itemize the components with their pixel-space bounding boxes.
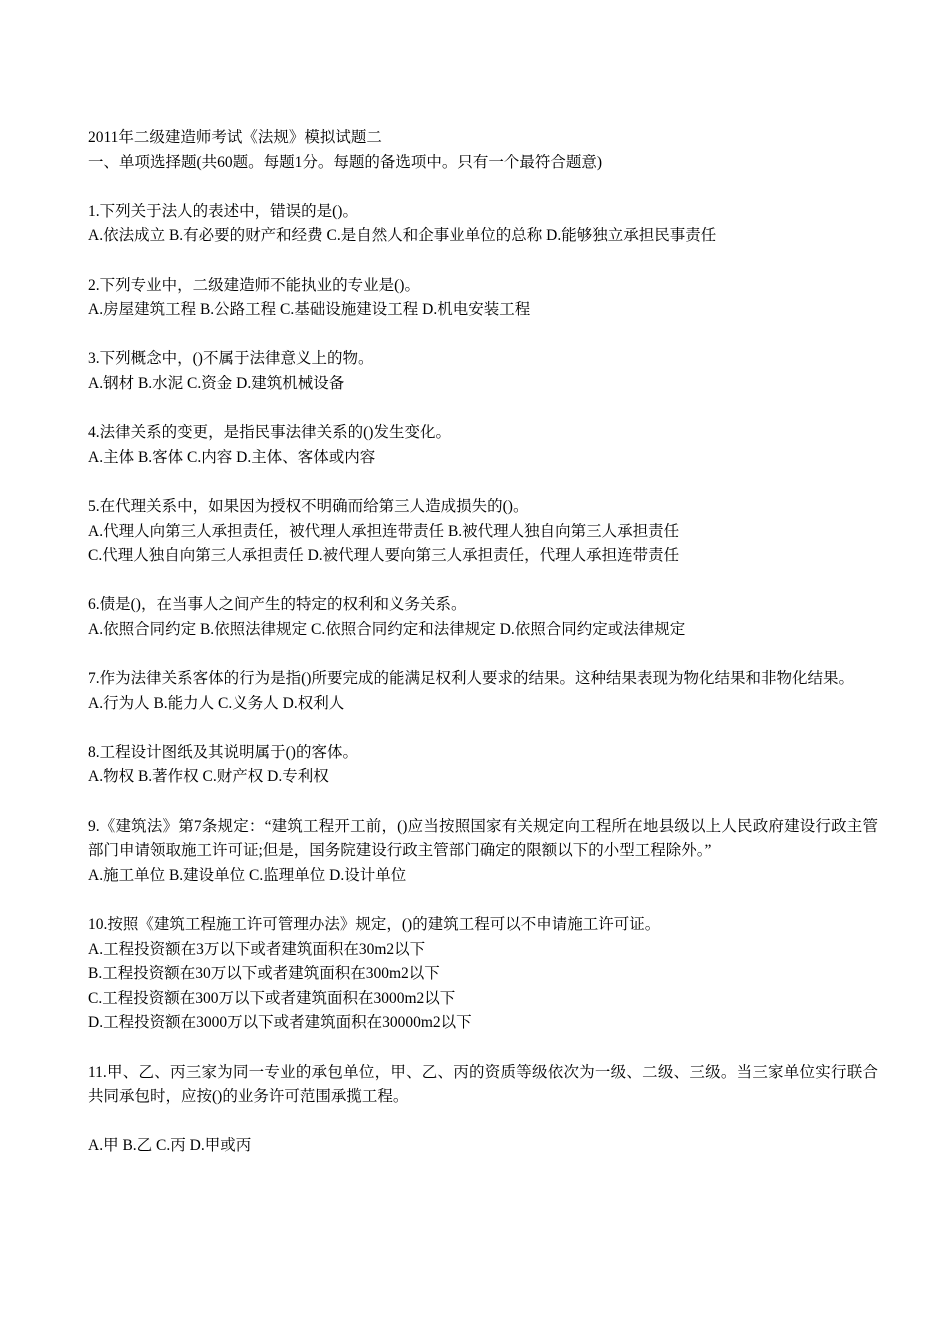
question-stem: 4.法律关系的变更，是指民事法律关系的()发生变化。 [88,424,451,442]
question-2 [88,274,878,323]
question-stem: 5.在代理关系中，如果因为授权不明确而给第三人造成损失的()。 [88,497,529,515]
spacer [88,175,878,200]
spacer [88,888,878,913]
question-stem: 10.按照《建筑工程施工许可管理办法》规定，()的建筑工程可以不申请施工许可证。 [88,916,661,933]
question-9 [88,815,878,889]
question-options: D.工程投资额在3000万以下或者建筑面积在30000m2以下 [88,1014,472,1032]
question-options: A.代理人向第三人承担责任，被代理人承担连带责任 B.被代理人独自向第三人承担责任 [88,522,680,540]
document-title: 2011年二级建造师考试《法规》模拟试题二 [88,129,382,146]
question-3 [88,347,878,396]
spacer [88,790,878,815]
spacer [88,470,878,495]
question-stem: 3.下列概念中，()不属于法律意义上的物。 [88,350,374,368]
question-options: A.甲 B.乙 C.丙 D.甲或丙 [88,1137,252,1155]
spacer [88,569,878,594]
section-heading: 一、单项选择题(共60题。每题1分。每题的备选项中。只有一个最符合题意) [88,153,603,171]
question-options: A.施工单位 B.建设单位 C.监理单位 D.设计单位 [88,866,407,884]
spacer [88,1036,878,1061]
question-options: A.主体 B.客体 C.内容 D.主体、客体或内容 [88,448,376,466]
question-8 [88,741,878,790]
question-options: A.工程投资额在3万以下或者建筑面积在30m2以下 [88,940,426,958]
document-page [88,126,878,1159]
question-options: A.房屋建筑工程 B.公路工程 C.基础设施建设工程 D.机电安装工程 [88,301,531,319]
spacer [88,249,878,274]
question-stem: 9.《建筑法》第7条规定：“建筑工程开工前，()应当按照国家有关规定向工程所在地县级以上人民政府建设行政主管部门申请领取施工许可证;但是，国务院建设行政主管部门确定的限额以下的小型工程除外。” [88,817,878,860]
spacer [88,397,878,422]
question-1 [88,200,878,249]
question-options: A.依照合同约定 B.依照法律规定 C.依照合同约定和法律规定 D.依照合同约定或法律规定 [88,620,686,638]
spacer [88,716,878,741]
question-4 [88,421,878,470]
spacer [88,642,878,667]
question-options: B.工程投资额在30万以下或者建筑面积在300m2以下 [88,965,440,983]
question-stem: 1.下列关于法人的表述中，错误的是()。 [88,202,358,220]
question-5 [88,495,878,569]
question-stem: 11.甲、乙、丙三家为同一专业的承包单位，甲、乙、丙的资质等级依次为一级、二级、三级。当三家单位实行联合共同承包时，应按()的业务许可范围承揽工程。 [88,1063,878,1106]
spacer [88,1110,878,1135]
question-11 [88,1061,878,1159]
question-options: A.物权 B.著作权 C.财产权 D.专利权 [88,768,329,786]
question-stem: 2.下列专业中，二级建造师不能执业的专业是()。 [88,276,420,294]
question-options: A.钢材 B.水泥 C.资金 D.建筑机械设备 [88,374,345,392]
question-options: C.工程投资额在300万以下或者建筑面积在3000m2以下 [88,989,456,1007]
spacer [88,323,878,348]
question-options: C.代理人独自向第三人承担责任 D.被代理人要向第三人承担责任，代理人承担连带责任 [88,547,680,565]
question-stem: 6.债是()，在当事人之间产生的特定的权利和义务关系。 [88,596,467,614]
question-stem: 8.工程设计图纸及其说明属于()的客体。 [88,743,358,761]
question-7 [88,667,878,716]
question-options: A.行为人 B.能力人 C.义务人 D.权利人 [88,694,345,712]
question-10 [88,913,878,1036]
question-stem: 7.作为法律关系客体的行为是指()所要完成的能满足权利人要求的结果。这种结果表现为物化结果和非物化结果。 [88,670,854,688]
question-6 [88,593,878,642]
question-options: A.依法成立 B.有必要的财产和经费 C.是自然人和企事业单位的总称 D.能够独立承担民事责任 [88,227,717,245]
